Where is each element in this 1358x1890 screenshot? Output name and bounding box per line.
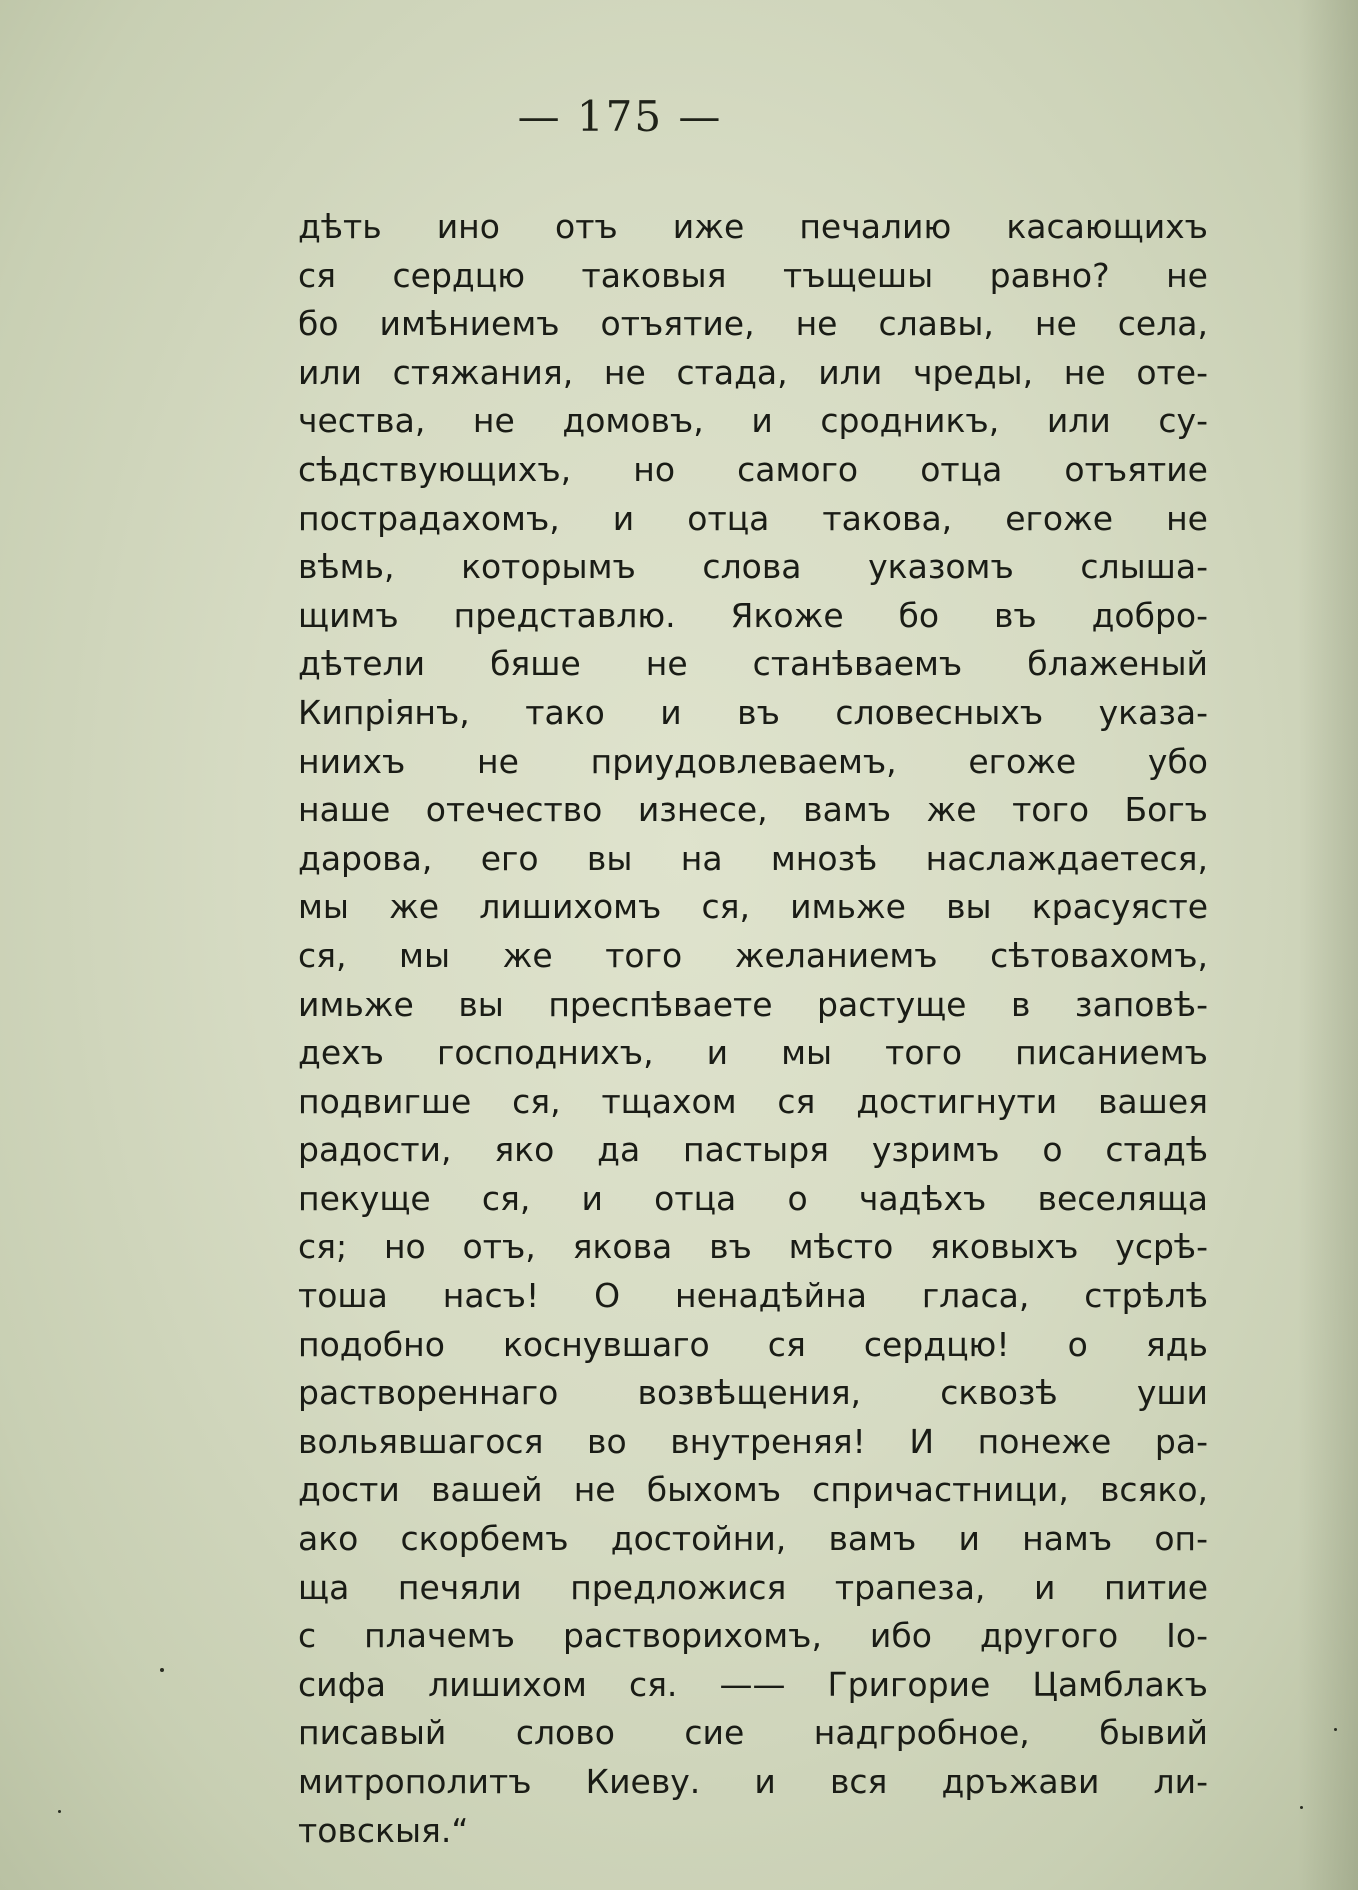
text-line: вольявшагося во внутреняя! И понеже ра-	[298, 1421, 1208, 1461]
text-line: сифа лишихом ся. —— Григорие Цамблакъ	[298, 1664, 1208, 1704]
text-line: дарова, его вы на мнозѣ наслаждаетеся,	[298, 838, 1208, 878]
paper-speck	[160, 1668, 164, 1672]
text-line: раствореннаго возвѣщения, сквозѣ уши	[298, 1373, 1208, 1413]
text-line: или стяжания, не стада, или чреды, не оте-	[298, 352, 1208, 392]
text-line: пекуще ся, и отца о чадѣхъ веселяща	[298, 1178, 1208, 1218]
text-line: подобно коснувшаго ся сердцю! о ядь	[298, 1324, 1208, 1364]
text-line: Кипріянъ, тако и въ словесныхъ указа-	[298, 692, 1208, 732]
page-edge-shadow	[1298, 0, 1358, 1890]
paper-speck	[1300, 1806, 1303, 1809]
text-line: ако скорбемъ достойни, вамъ и намъ оп-	[298, 1519, 1208, 1559]
text-line: вѣмь, которымъ слова указомъ слыша-	[298, 547, 1208, 587]
text-line: мы же лишихомъ ся, имьже вы красуясте	[298, 887, 1208, 927]
text-line: товскыя.“	[298, 1810, 469, 1850]
text-line: ся, мы же того желаниемъ сѣтовахомъ,	[298, 935, 1208, 975]
text-line: дости вашей не быхомъ спричастници, всяко,	[298, 1470, 1208, 1510]
text-line: ниихъ не приудовлеваемъ, егоже убо	[298, 741, 1208, 781]
body-text	[298, 203, 1208, 1855]
text-line: дѣтели бяше не станѣваемъ блаженый	[298, 644, 1208, 684]
text-line: сѣдствующихъ, но самого отца отъятие	[298, 449, 1208, 489]
text-line: пострадахомъ, и отца такова, егоже не	[298, 498, 1208, 538]
text-line: тоша насъ! О ненадѣйна гласа, стрѣлѣ	[298, 1276, 1208, 1316]
text-line: митрополитъ Киеву. и вся дръжави ли-	[298, 1762, 1208, 1801]
paper-speck	[1334, 1728, 1337, 1731]
text-line: ся сердцю таковыя тъщешы равно? не	[298, 255, 1208, 295]
paper-speck	[58, 1810, 61, 1813]
text-line: дѣть ино отъ иже печалию касающихъ	[298, 207, 1208, 246]
text-line: щимъ представлю. Якоже бо въ добро-	[298, 595, 1208, 635]
text-line: чества, не домовъ, и сродникъ, или су-	[298, 401, 1208, 441]
text-line: ща печяли предложися трапеза, и питие	[298, 1567, 1208, 1607]
text-line: ся; но отъ, якова въ мѣсто яковыхъ усрѣ-	[298, 1227, 1208, 1267]
text-line: писавый слово сие надгробное, бывий	[298, 1713, 1208, 1753]
text-line: радости, яко да пастыря узримъ о стадѣ	[298, 1130, 1208, 1170]
text-line: с плачемъ растворихомъ, ибо другого Іо-	[298, 1616, 1208, 1656]
text-line: подвигше ся, тщахом ся достигнути вашея	[298, 1081, 1208, 1121]
text-line: имьже вы преспѣваете растуще в заповѣ-	[298, 984, 1208, 1024]
text-line: наше отечество изнесе, вамъ же того Богъ	[298, 790, 1208, 830]
text-line: дехъ господнихъ, и мы того писаниемъ	[298, 1033, 1208, 1073]
page-number: — 175 —	[517, 92, 723, 141]
text-line: бо имѣниемъ отъятие, не славы, не села,	[298, 304, 1208, 344]
